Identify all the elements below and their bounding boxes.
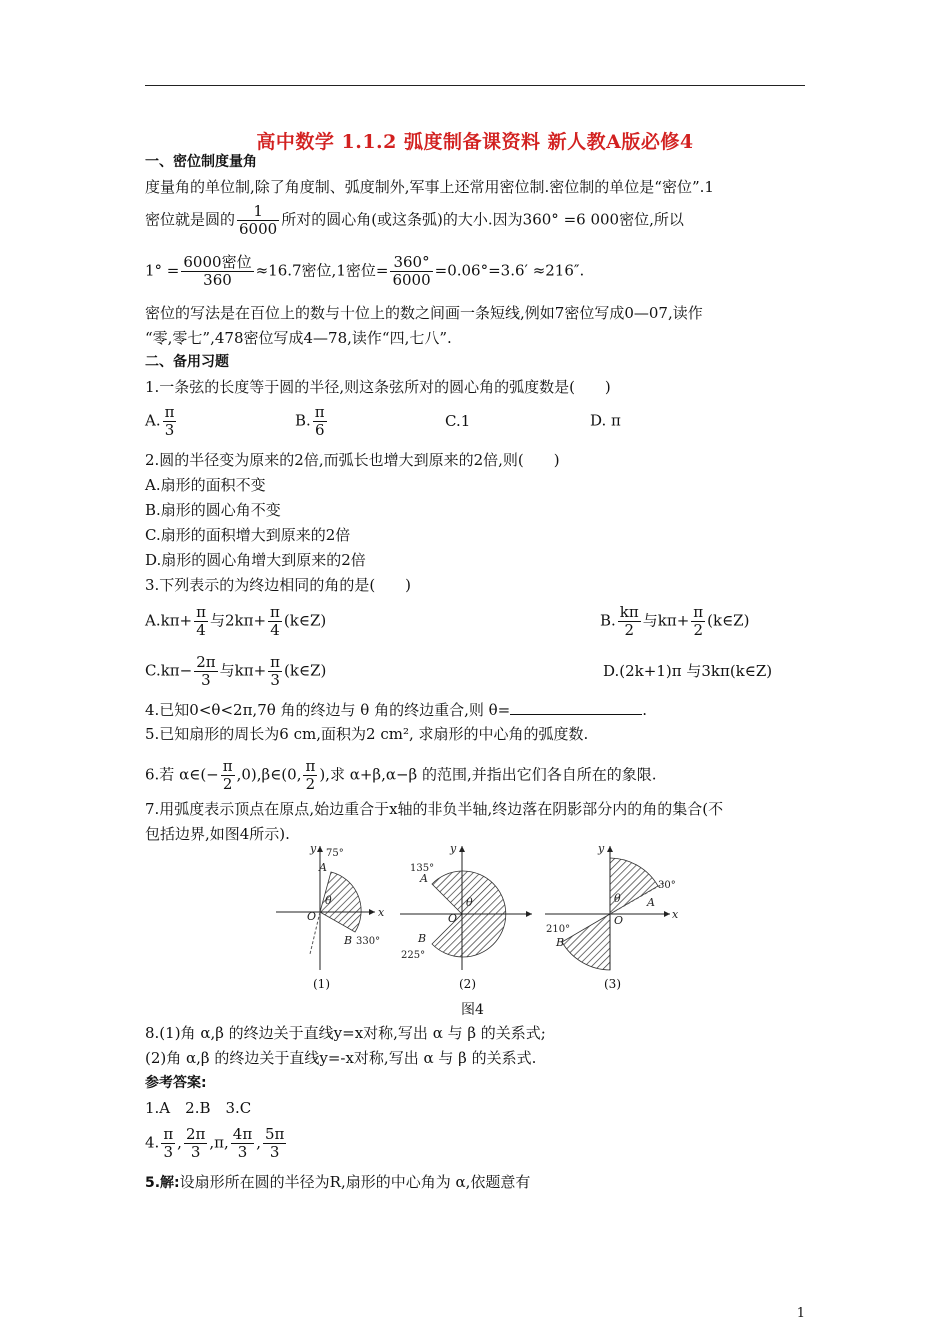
q2-option-d: D.扇形的圆心角增大到原来的2倍 — [145, 551, 366, 569]
figure-label-3: (3) — [604, 977, 621, 991]
q2-option-c: C.扇形的面积增大到原来的2倍 — [145, 526, 351, 544]
para3-text-c: =0.06°=3.6′ ≈216″. — [434, 261, 585, 280]
svg-text:330°: 330° — [356, 936, 381, 947]
header-rule — [145, 85, 805, 86]
para3-text-a: 1° = — [145, 261, 180, 280]
svg-text:y: y — [450, 842, 457, 855]
question-8-part1: 8.(1)角 α,β 的终边关于直线y=x对称,写出 α 与 β 的关系式; — [145, 1024, 546, 1042]
question-6: 6.若 α∈(− $\frac{\pi}{2}$ ,0),β∈(0, $\frac{\pi}{2}$ ),求 α+β,α−β 的范围,并指出它们各自所在的象限. — [145, 757, 657, 793]
q1-option-c: C.1 — [445, 411, 471, 430]
para2-text-a: 密位就是圆的 — [145, 210, 236, 229]
fraction-1-over-6000: $\frac{1}{6000}$ — [239, 202, 278, 238]
answer-4: 4. $\frac{\pi}{3}$ , $\frac{2\pi}{3}$ ,π, $\frac{4\pi}{3}$ , $\frac{5\pi}{3}$ — [145, 1125, 285, 1161]
figure-label-1: (1) — [313, 977, 330, 991]
svg-text:θ: θ — [614, 892, 621, 905]
para2-text-b: 所对的圆心角(或这条弧)的大小.因为360° =6 000密位,所以 — [281, 210, 684, 229]
q2-option-a: A.扇形的面积不变 — [145, 476, 266, 494]
section1-para4: 密位的写法是在百位上的数与十位上的数之间画一条短线,例如7密位写成0—07,读作 — [145, 304, 703, 322]
answer-5: 5.解:设扇形所在圆的半径为R,扇形的中心角为 α,依题意有 — [145, 1173, 531, 1191]
q3-option-a: A.kπ+ $\frac{\pi}{4}$ 与2kπ+ $\frac{\pi}{4}$ (k∈Z) — [145, 603, 327, 639]
figure-4-panel-1 — [276, 842, 385, 970]
svg-text:B: B — [418, 932, 427, 945]
answers-heading: 参考答案: — [145, 1075, 207, 1091]
svg-text:O: O — [448, 912, 458, 925]
q3-option-d: D.(2k+1)π 与3kπ(k∈Z) — [603, 662, 773, 680]
figure-label-2: (2) — [459, 977, 476, 991]
svg-text:B: B — [556, 936, 565, 949]
svg-text:A: A — [319, 861, 327, 874]
fraction-6000-over-360: $\frac{\text{6000密位}}{360}$ — [183, 253, 252, 289]
section1-heading: 一、密位制度量角 — [145, 154, 257, 170]
q1-option-d: D. π — [590, 411, 621, 430]
figure-4-panel-2 — [400, 842, 532, 970]
section1-para1: 度量角的单位制,除了角度制、弧度制外,军事上还常用密位制.密位制的单位是“密位”.1 — [145, 178, 714, 196]
question-1-options — [145, 404, 621, 439]
question-3: 3.下列表示的为终边相同的角的是( ) — [145, 576, 412, 594]
q3-option-c: C.kπ− $\frac{2\pi}{3}$ 与kπ+ $\frac{\pi}{3}$ (k∈Z) — [145, 653, 327, 689]
svg-text:30°: 30° — [658, 880, 676, 891]
para3-text-b: ≈16.7密位,1密位= — [255, 261, 389, 280]
svg-text:x: x — [672, 908, 679, 921]
page-number: 1 — [796, 1306, 805, 1321]
svg-text:A: A — [647, 896, 655, 909]
svg-text:210°: 210° — [546, 924, 571, 935]
answer-blank — [510, 700, 642, 715]
question-1: 1.一条弦的长度等于圆的半径,则这条弦所对的圆心角的弧度数是( ) — [145, 378, 611, 396]
question-2: 2.圆的半径变为原来的2倍,而弧长也增大到原来的2倍,则( ) — [145, 451, 560, 469]
section1-para3 — [145, 254, 584, 289]
question-7-line1: 7.用弧度表示顶点在原点,始边重合于x轴的非负半轴,终边落在阴影部分内的角的集合(不 — [145, 800, 724, 818]
svg-text:A: A — [420, 872, 428, 885]
page-title: 高中数学 1.1.2 弧度制备课资料 新人教A版必修4 — [256, 131, 694, 153]
section2-heading: 二、备用习题 — [145, 354, 229, 370]
question-4: 4.已知0<θ<2π,7θ 角的终边与 θ 角的终边重合,则 θ= . — [145, 701, 648, 719]
svg-text:B: B — [344, 934, 353, 947]
question-8-part2: (2)角 α,β 的终边关于直线y=-x对称,写出 α 与 β 的关系式. — [145, 1049, 537, 1067]
svg-text:y: y — [598, 842, 605, 855]
svg-text:135°: 135° — [410, 863, 435, 874]
q1-option-a: A. $\frac{\pi}{3}$ — [145, 403, 175, 439]
fraction-360-over-6000: $\frac{360^\circ}{6000}$ — [392, 253, 431, 289]
svg-text:y: y — [310, 842, 317, 855]
svg-text:O: O — [307, 910, 317, 923]
question-7-line2: 包括边界,如图4所示). — [145, 825, 290, 843]
figure-caption: 图4 — [461, 1002, 484, 1018]
q2-option-b: B.扇形的圆心角不变 — [145, 501, 281, 519]
svg-text:225°: 225° — [401, 950, 426, 961]
svg-text:θ: θ — [466, 896, 473, 909]
question-5: 5.已知扇形的周长为6 cm,面积为2 cm², 求扇形的中心角的弧度数. — [145, 725, 589, 743]
q3-option-b: B. $\frac{k\pi}{2}$ 与kπ+ $\frac{\pi}{2}$ (k∈Z) — [600, 603, 750, 639]
svg-text:75°: 75° — [326, 848, 344, 859]
section1-para5: “零,零七”,478密位写成4—78,读作“四,七八”. — [145, 329, 452, 347]
answers-1-3: 1.A 2.B 3.C — [145, 1099, 252, 1117]
svg-text:x: x — [378, 906, 385, 919]
svg-text:O: O — [614, 914, 624, 927]
figure-4 — [270, 842, 680, 974]
section1-para2 — [145, 203, 684, 238]
q1-option-b: B. $\frac{\pi}{6}$ — [295, 403, 325, 439]
svg-text:θ: θ — [325, 894, 332, 907]
figure-4-panel-3 — [545, 842, 679, 970]
